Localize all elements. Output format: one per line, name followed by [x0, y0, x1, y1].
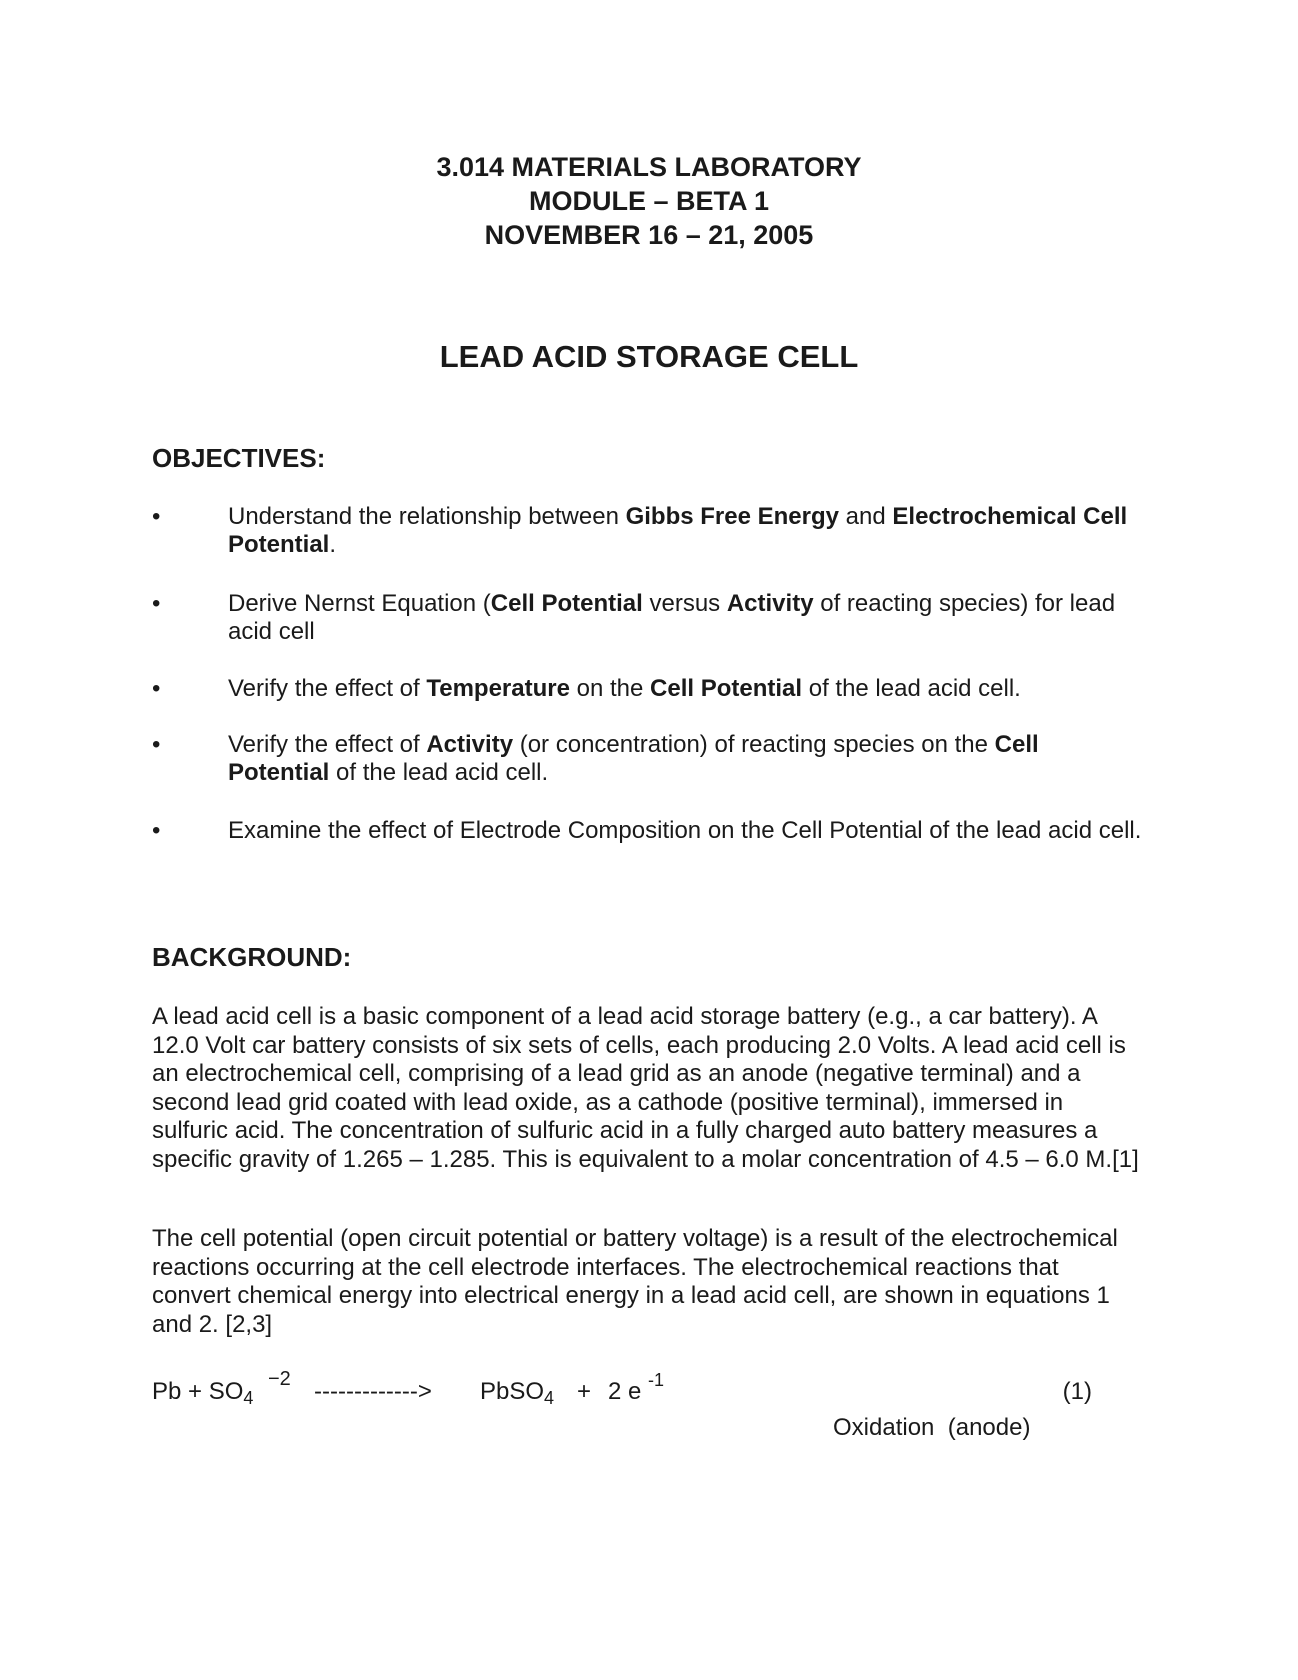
- bullet-marker: •: [152, 675, 161, 702]
- equation-product-pbso4: PbSO$_4$: [480, 1378, 555, 1408]
- objective-text: Understand the relationship between Gibbs Free Energy and Electrochemical Cell Potential.: [228, 503, 1128, 558]
- equation-1: [152, 1368, 1112, 1458]
- bullet-marker: •: [152, 590, 161, 617]
- equation-product-electrons: 2 e: [608, 1378, 642, 1405]
- sulfate-charge: −2: [268, 1368, 291, 1390]
- bullet-marker: •: [152, 731, 161, 758]
- objectives-heading: OBJECTIVES:: [152, 443, 326, 473]
- objective-text: Verify the effect of Temperature on the Cell Potential of the lead acid cell.: [228, 675, 1021, 702]
- bullet-marker: •: [152, 817, 161, 844]
- document-title: LEAD ACID STORAGE CELL: [439, 339, 859, 374]
- objective-text: Examine the effect of Electrode Composition on the Cell Potential of the lead acid cell.: [228, 817, 1142, 844]
- background-paragraph-2: The cell potential (open circuit potential or battery voltage) is a result of the electrochemical reactions occurring at the cell electrode interfaces. The electrochemical reactions that convert chemical energy into electrical energy in a lead acid cell, are shown in equations 1 and 2. [2,3]: [152, 1225, 1118, 1338]
- objective-text: Verify the effect of Activity (or concentration) of reacting species on the Cell Potential of the lead acid cell.: [228, 731, 1039, 786]
- background-paragraph-1: A lead acid cell is a basic component of a lead acid storage battery (e.g., a car battery). A 12.0 Volt car battery consists of six sets of cells, each producing 2.0 Volts. A lead acid cell is an electrochemical cell, comprising of a lead grid as an anode (negative terminal) and a second lead grid coated with lead oxide, as a cathode (positive terminal), immersed in sulfuric acid. The concentration of sulfuric acid in a fully charged auto battery measures a specific gravity of 1.265 – 1.285. This is equivalent to a molar concentration of 4.5 – 6.0 M.[1]: [152, 1003, 1139, 1173]
- background-heading: BACKGROUND:: [152, 942, 352, 972]
- bullet-marker: •: [152, 503, 161, 530]
- equation-number: (1): [1062, 1378, 1092, 1405]
- document-header: [0, 150, 1298, 252]
- objective-text: Derive Nernst Equation (Cell Potential versus Activity of reacting species) for lead acid cell: [228, 590, 1116, 645]
- electron-charge: -1: [648, 1370, 665, 1390]
- equation-reactants: $Pb + SO_4$: [152, 1378, 254, 1408]
- date-range: NOVEMBER 16 – 21, 2005: [484, 220, 814, 250]
- reaction-arrow: ------------->: [314, 1378, 432, 1405]
- equation-plus: +: [577, 1378, 592, 1405]
- equation-label: Oxidation (anode): [833, 1414, 1031, 1441]
- module-title: MODULE – BETA 1: [528, 186, 770, 216]
- course-title: 3.014 MATERIALS LABORATORY: [436, 152, 862, 182]
